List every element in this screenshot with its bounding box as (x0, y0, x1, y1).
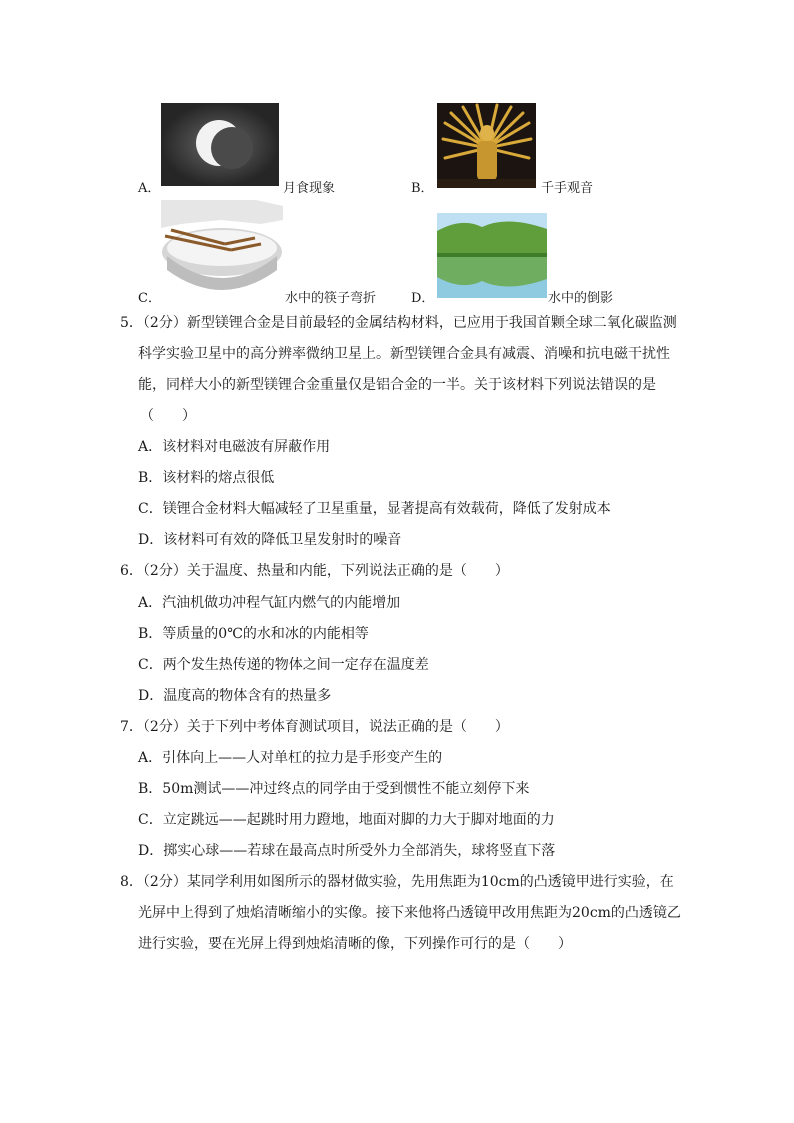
q5-stem-line-1: 5．（2分）新型镁锂合金是目前最轻的金属结构材料，已应用于我国首颗全球二氧化碳监测 (120, 315, 677, 331)
q6-option-d: D．温度高的物体含有的热量多 (138, 688, 332, 704)
option-c-caption: 水中的筷子弯折 (285, 291, 377, 306)
q7-stem: 7．（2分）关于下列中考体育测试项目，说法正确的是（ ） (120, 719, 509, 735)
chopsticks-in-water-image (161, 200, 283, 297)
q6-option-c: C．两个发生热传递的物体之间一定存在温度差 (138, 657, 429, 673)
option-a-letter: A． (138, 181, 161, 196)
q5-option-a: A．该材料对电磁波有屏蔽作用 (138, 439, 331, 455)
q5-option-d: D．该材料可有效的降低卫星发射时的噪音 (138, 532, 402, 548)
water-reflection-image (437, 213, 547, 298)
q6-option-b: B．等质量的0℃的水和冰的内能相等 (138, 626, 369, 642)
q7-option-d: D．掷实心球——若球在最高点时所受外力全部消失，球将竖直下落 (138, 843, 556, 859)
q7-option-b: B．50m测试——冲过终点的同学由于受到惯性不能立刻停下来 (138, 781, 530, 797)
option-b-caption: 千手观音 (541, 181, 594, 196)
q8-stem-line-1: 8．（2分）某同学利用如图所示的器材做实验，先用焦距为10cm的凸透镜甲进行实验，在 (120, 874, 674, 890)
option-c-letter: C． (138, 291, 161, 306)
option-d-letter: D． (411, 291, 435, 306)
lunar-eclipse-image (161, 103, 279, 186)
option-a-caption: 月食现象 (283, 181, 336, 196)
q7-option-c: C．立定跳远——起跳时用力蹬地，地面对脚的力大于脚对地面的力 (138, 812, 555, 828)
option-d-caption: 水中的倒影 (548, 291, 614, 306)
q5-option-b: B．该材料的熔点很低 (138, 470, 275, 486)
q6-option-a: A．汽油机做功冲程气缸内燃气的内能增加 (138, 595, 401, 611)
q5-stem-line-2: 科学实验卫星中的高分辨率微纳卫星上。新型镁锂合金具有减震、消噪和抗电磁干扰性 (138, 346, 670, 362)
q5-stem-line-4: （ ） (140, 408, 196, 424)
q6-stem: 6．（2分）关于温度、热量和内能，下列说法正确的是（ ） (120, 563, 509, 579)
q8-stem-line-3: 进行实验，要在光屏上得到烛焰清晰的像，下列操作可行的是（ ） (138, 936, 572, 952)
option-b-letter: B． (411, 181, 434, 196)
thousand-hand-guanyin-image (437, 103, 536, 188)
q7-option-a: A．引体向上——人对单杠的拉力是手形变产生的 (138, 750, 443, 766)
q5-option-c: C．镁锂合金材料大幅减轻了卫星重量，显著提高有效载荷，降低了发射成本 (138, 501, 611, 517)
q8-stem-line-2: 光屏中上得到了烛焰清晰缩小的实像。接下来他将凸透镜甲改用焦距为20cm的凸透镜乙 (138, 905, 681, 921)
q5-stem-line-3: 能，同样大小的新型镁锂合金重量仅是铝合金的一半。关于该材料下列说法错误的是 (138, 377, 656, 393)
